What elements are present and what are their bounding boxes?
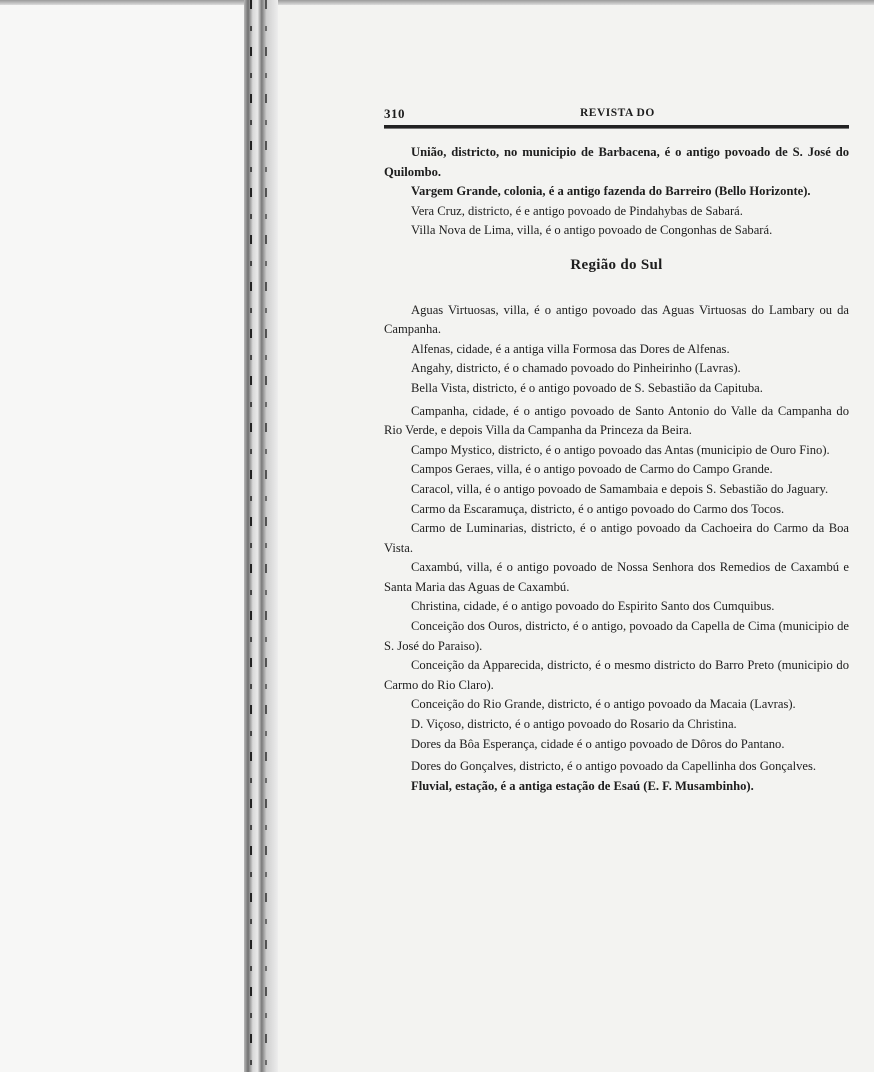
- entry-paragraph: Villa Nova de Lima, villa, é o antigo povoado de Congonhas de Sabará.: [411, 223, 773, 238]
- entry-paragraph: D. Viçoso, districto, é o antigo povoado do Rosario da Christina.: [411, 717, 737, 732]
- document-page: [384, 104, 849, 796]
- page-top-edge: [0, 0, 874, 5]
- section-heading: Região do Sul: [570, 256, 663, 273]
- entry-paragraph: Christina, cidade, é o antigo povoado do Espirito Santo dos Cumquibus.: [411, 599, 775, 614]
- header-rule: [384, 125, 849, 129]
- journal-title: REVISTA DO: [580, 107, 655, 119]
- page-number: 310: [384, 106, 405, 121]
- blank-left-page: [0, 0, 244, 1072]
- entry-paragraph: Fluvial, estação, é a antiga estação de Esaú (E. F. Musambinho).: [411, 778, 754, 793]
- running-header: [384, 104, 849, 124]
- entry-paragraph: Vera Cruz, districto, é e antigo povoado de Pindahybas de Sabará.: [411, 203, 743, 218]
- entry-paragraph: União, districto, no municipio de Barbacena, é o antigo povoado de S. José do Quilombo.: [384, 145, 849, 179]
- entry-paragraph: Angahy, districto, é o chamado povoado do Pinheirinho (Lavras).: [411, 361, 741, 376]
- entry-paragraph: Caracol, villa, é o antigo povoado de Samambaia e depois S. Sebastião do Jaguary.: [411, 481, 829, 496]
- entry-paragraph: Aguas Virtuosas, villa, é o antigo povoado das Aguas Virtuosas do Lambary ou da Campanha.: [384, 302, 849, 337]
- entry-paragraph: Campanha, cidade, é o antigo povoado de Santo Antonio do Valle da Campanha do Rio Verde, e depois Villa da Campanha da Princeza da Beira.: [384, 403, 849, 438]
- entry-paragraph: Conceição dos Ouros, districto, é o antigo, povoado da Capella de Cima (municipio de S. José do Paraiso).: [384, 619, 849, 653]
- book-binding-gutter: [244, 0, 278, 1072]
- entry-paragraph: Caxambú, villa, é o antigo povoado de Nossa Senhora dos Remedios de Caxambú e Santa Maria das Aguas de Caxambú.: [384, 560, 849, 594]
- entry-paragraph: Dores da Bôa Esperança, cidade é o antigo povoado de Dôros do Pantano.: [411, 736, 785, 751]
- entry-paragraph: Bella Vista, districto, é o antigo povoado de S. Sebastião da Capituba.: [411, 380, 763, 395]
- entry-paragraph: Conceição do Rio Grande, districto, é o antigo povoado da Macaia (Lavras).: [411, 697, 796, 712]
- body-text: [384, 143, 849, 796]
- entry-paragraph: Campo Mystico, districto, é o antigo povoado das Antas (municipio de Ouro Fino).: [411, 442, 830, 457]
- entry-paragraph: Carmo de Luminarias, districto, é o antigo povoado da Cachoeira do Carmo da Boa Vista.: [384, 521, 849, 555]
- entry-paragraph: Conceição da Apparecida, districto, é o mesmo districto do Barro Preto (municipio do Carmo do Rio Claro).: [384, 658, 849, 692]
- entry-paragraph: Campos Geraes, villa, é o antigo povoado de Carmo do Campo Grande.: [411, 462, 773, 477]
- entry-paragraph: Carmo da Escaramuça, districto, é o antigo povoado do Carmo dos Tocos.: [411, 501, 785, 516]
- entry-paragraph: Vargem Grande, colonia, é a antigo fazenda do Barreiro (Bello Horizonte).: [411, 184, 811, 199]
- entry-paragraph: Alfenas, cidade, é a antiga villa Formosa das Dores de Alfenas.: [411, 341, 730, 356]
- entry-paragraph: Dores do Gonçalves, districto, é o antigo povoado da Capellinha dos Gonçalves.: [411, 759, 817, 774]
